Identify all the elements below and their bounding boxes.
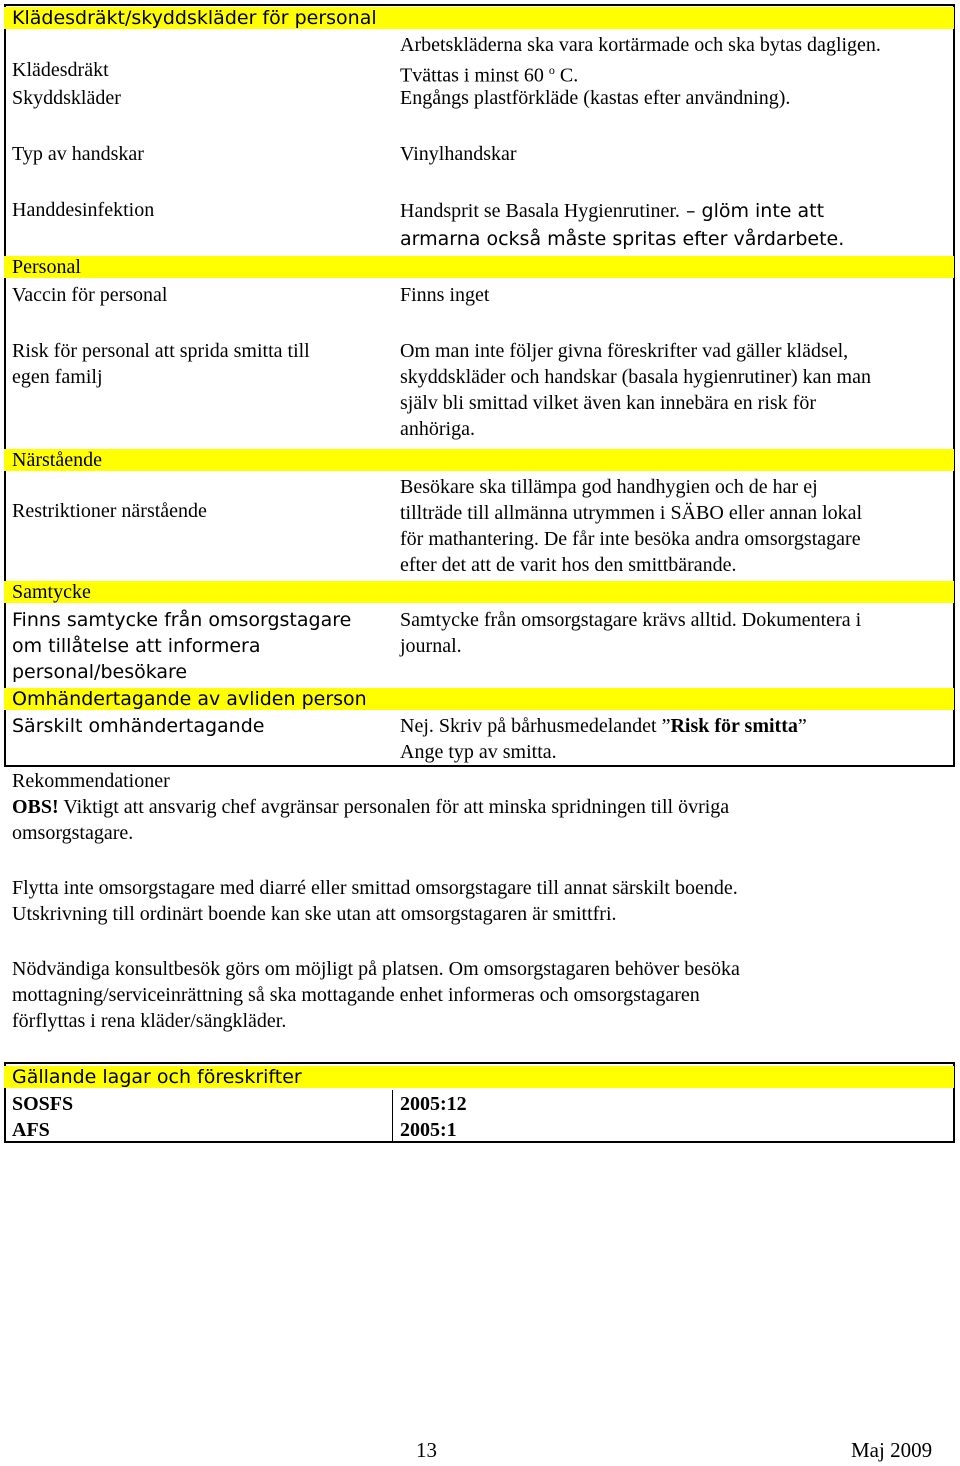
section-heading-protective: Klädesdräkt/skyddskläder för personal — [12, 7, 377, 29]
section-heading-laws: Gällande lagar och föreskrifter — [12, 1066, 302, 1088]
value-restrictions-1: Besökare ska tillämpa god handhygien och de har ej — [400, 476, 818, 498]
label-consent-1: Finns samtycke från omsorgstagare — [12, 609, 352, 631]
section-heading-personal: Personal — [12, 256, 81, 278]
label-special-care: Särskilt omhändertagande — [12, 715, 265, 737]
value-special-care-1: Nej. Skriv på bårhusmedelandet ”Risk för smitta” — [400, 715, 807, 737]
value-gloves: Vinylhandskar — [400, 143, 517, 165]
value-restrictions-2: tillträde till allmänna utrymmen i SÄBO eller annan lokal — [400, 502, 863, 524]
law-name-1: SOSFS — [12, 1093, 74, 1115]
value-special-care-2: Ange typ av smitta. — [400, 741, 557, 763]
value-restrictions-3: för mathantering. De får inte besöka andra omsorgstagare — [400, 528, 861, 550]
footer-date: Maj 2009 — [851, 1438, 933, 1462]
recommendations-p3-2: mottagning/serviceinrättning så ska mottagande enhet informeras och omsorgstagaren — [12, 984, 700, 1006]
value-risk-2: skyddskläder och handskar (basala hygienrutiner) kan man — [400, 366, 871, 388]
label-vaccine: Vaccin för personal — [12, 284, 168, 306]
section-band-consent — [4, 581, 954, 603]
label-risk-1: Risk för personal att sprida smitta till — [12, 340, 310, 362]
value-risk-3: själv bli smittad vilket även kan innebära en risk för — [400, 392, 816, 414]
recommendations-obs: OBS! Viktigt att ansvarig chef avgränsar personalen för att minska spridningen till övriga — [12, 796, 730, 818]
value-risk-1: Om man inte följer givna föreskrifter vad gäller klädsel, — [400, 340, 849, 362]
section-band-relatives — [4, 449, 954, 471]
label-risk-2: egen familj — [12, 366, 103, 388]
law-value-1: 2005:12 — [400, 1093, 467, 1115]
table-border-left — [4, 4, 6, 767]
value-clothing-2: Tvättas i minst 60 $^o$ C. — [400, 63, 579, 87]
value-vaccine: Finns inget — [400, 284, 490, 306]
label-hand-disinfection: Handdesinfektion — [12, 199, 155, 221]
value-clothing-1: Arbetskläderna ska vara kortärmade och ska bytas dagligen. — [400, 34, 881, 56]
section-heading-relatives: Närstående — [12, 449, 102, 471]
value-restrictions-4: efter det att de varit hos den smittbärande. — [400, 554, 737, 576]
label-clothing: Klädesdräkt — [12, 59, 109, 81]
label-consent-2: om tillåtelse att informera — [12, 635, 261, 657]
label-protective: Skyddskläder — [12, 87, 121, 109]
recommendations-p3-1: Nödvändiga konsultbesök görs om möjligt på platsen. Om omsorgstagaren behöver besöka — [12, 958, 740, 980]
section-band-personal — [4, 256, 954, 278]
recommendations-p2-1: Flytta inte omsorgstagare med diarré eller smittad omsorgstagare till annat särskilt boende. — [12, 877, 738, 899]
section-heading-consent: Samtycke — [12, 581, 91, 603]
recommendations-p3-3: förflyttas i rena kläder/sängkläder. — [12, 1010, 287, 1032]
value-protective: Engångs plastförkläde (kastas efter användning). — [400, 87, 791, 109]
label-consent-3: personal/besökare — [12, 661, 188, 683]
value-risk-4: anhöriga. — [400, 418, 475, 440]
laws-column-divider — [392, 1090, 393, 1143]
value-consent-2: journal. — [400, 635, 462, 657]
recommendations-obs-2: omsorgstagare. — [12, 822, 134, 844]
value-hand-disinfection-2: armarna också måste spritas efter vårdarbete. — [400, 228, 845, 250]
recommendations-heading: Rekommendationer — [12, 770, 170, 792]
laws-border-bottom — [4, 1141, 955, 1143]
label-restrictions: Restriktioner närstående — [12, 500, 207, 522]
table-border-right — [953, 4, 955, 767]
page-number: 13 — [416, 1438, 437, 1462]
label-gloves: Typ av handskar — [12, 143, 144, 165]
law-value-2: 2005:1 — [400, 1119, 457, 1141]
value-hand-disinfection-1: Handsprit se Basala Hygienrutiner. – glöm inte att — [400, 200, 825, 222]
laws-border-top — [4, 1062, 955, 1064]
recommendations-p2-2: Utskrivning till ordinärt boende kan ske utan att omsorgstagaren är smittfri. — [12, 903, 617, 925]
section-heading-deceased: Omhändertagande av avliden person — [12, 688, 367, 710]
value-consent-1: Samtycke från omsorgstagare krävs alltid. Dokumentera i — [400, 609, 862, 631]
law-name-2: AFS — [12, 1119, 50, 1141]
table-border-bottom — [4, 765, 955, 767]
